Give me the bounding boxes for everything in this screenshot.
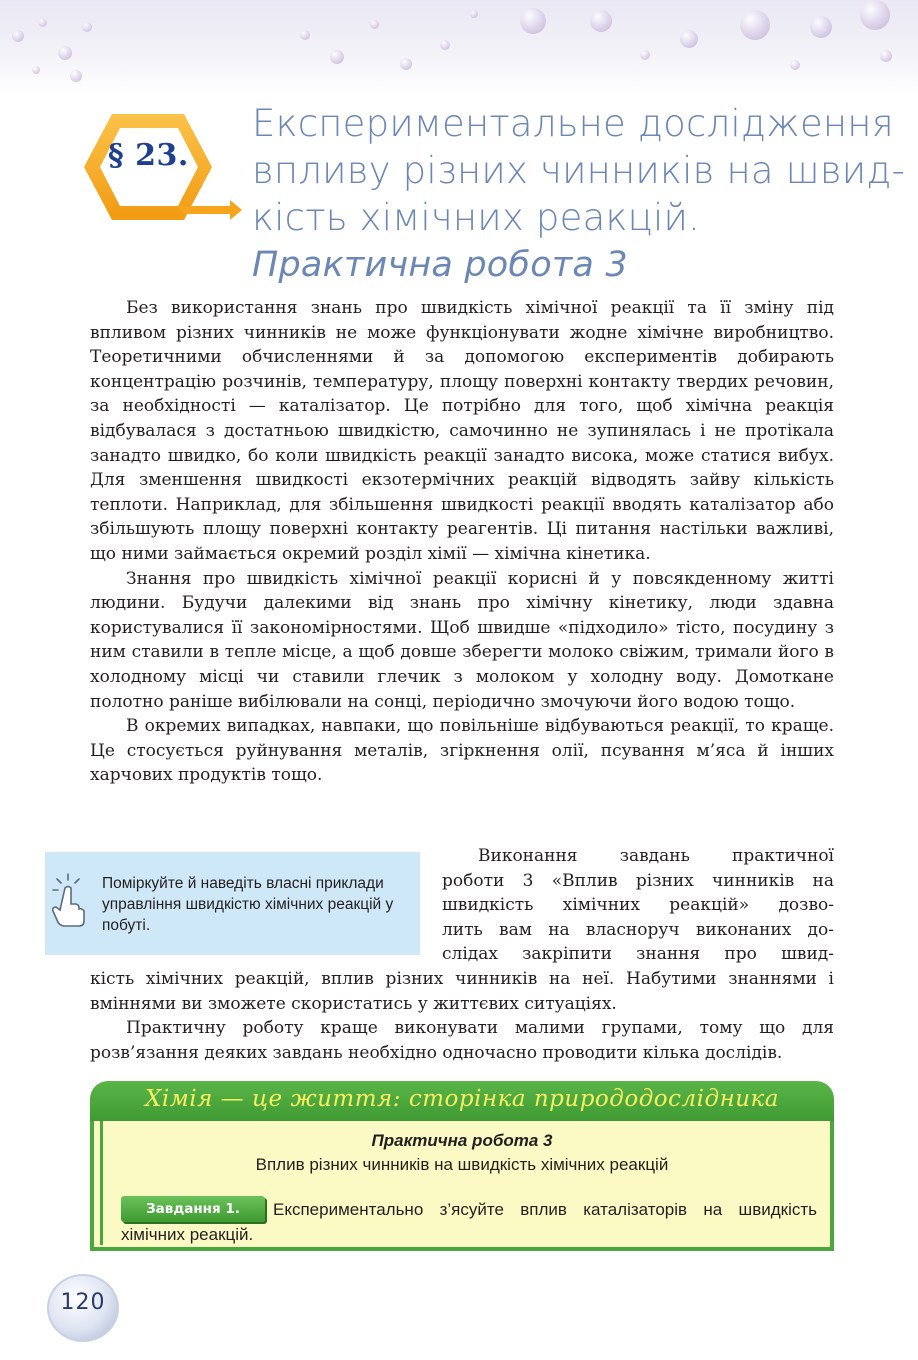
tip-text: Поміркуйте й наведіть власні приклади управління швидкістю хімічних реакцій у побуті. <box>102 875 394 934</box>
section-number: § 23. <box>108 138 189 173</box>
paragraph: Знання про швидкість хімічної реакції корисні й у повсякденному житті людини. Будучи далекими від знань про хімічну кінетику, люди здавна користувалися її закономірностями. Щоб швидше «підходило» тісто, посудину з ним ставили в тепле місце, а щоб довше зберегти молоко свіжим, тримали його в холодному місці чи ставили глечик з молоком у холодну воду. Домоткане полотно раніше вибілювали на сонці, періодично змочуючи його водою тощо. <box>90 568 834 712</box>
page-subtitle: Практична робота 3 <box>252 245 628 285</box>
body-text <box>90 296 834 788</box>
text-line: роботи 3 «Вплив різних чинників на <box>442 870 834 891</box>
text-line: слідах закріпити знання про швид- <box>442 944 834 965</box>
text-line: Виконання завдань практичної <box>478 846 834 866</box>
paragraph: В окремих випадках, навпаки, що повільніше відбуваються реакції, то краще. Це стосується руйнування металів, згіркнення олії, псування м’яса й інших харчових продуктів тощо. <box>90 716 834 786</box>
title-line: впливу різних чинників на швид- <box>252 149 906 192</box>
paragraph-continuation: кість хімічних реакцій, вплив різних чинників на неї. Набутими знаннями і вміннями ви зможете скористатись у життєвих ситуаціях. <box>90 969 834 1014</box>
text-line: лить вам на власноруч виконаних до- <box>442 919 834 940</box>
text-line: швидкість хімічних реакцій» дозво- <box>442 895 834 916</box>
paragraph: Без використання знань про швидкість хімічної реакції та її зміну під впливом різних чинників не може функціонувати жодне хімічне виробництво. Теоретичними обчисленнями й за допомогою експериментів добирають концентрацію розчинів, температуру, площу поверхні контакту твердих речовин, за необхідності — каталізатор. Це потрібно для того, щоб хімічна реакція відбувалася з достатньою швидкістю, самочинно не зупинялась і не протікала занадто швидко, бо коли швидкість реакції занадто висока, може статися вибух. Для зменшення швидкості екзотермічних реакцій відводять зайву кількість теплоти. Наприклад, для збільшення швидкості реакції вводять каталізатор або збільшують площу поверхні контакту реагентів. Ці питання настільки важливі, що ними займається окремий розділ хімії — хімічна кінетика. <box>90 298 834 564</box>
pointing-hand-icon <box>48 870 90 928</box>
title-line: кість хімічних реакцій. <box>252 196 701 239</box>
title-line: Експериментальне дослідження <box>252 102 894 145</box>
task-label: Завдання 1. <box>121 1196 265 1222</box>
page-title <box>252 100 906 289</box>
header-decoration <box>0 0 918 95</box>
float-paragraph <box>442 844 834 967</box>
practical-work-title: Практична робота 3 <box>371 1131 553 1150</box>
paragraph: Практичну роботу краще виконувати малими групами, тому що для розв’язання деяких завдань необхідно одночасно проводити кілька дослідів. <box>90 1018 834 1063</box>
practical-work-subtitle: Вплив різних чинників на швидкість хімічних реакцій <box>255 1155 669 1174</box>
green-box-header-text: Хімія — це життя: сторінка природодослідника <box>144 1086 779 1112</box>
task-text: Експериментально з’ясуйте вплив каталізаторів на швидкість хімічних реакцій. <box>121 1200 817 1244</box>
page-number: 120 <box>60 1290 106 1315</box>
body-text <box>90 967 834 1065</box>
